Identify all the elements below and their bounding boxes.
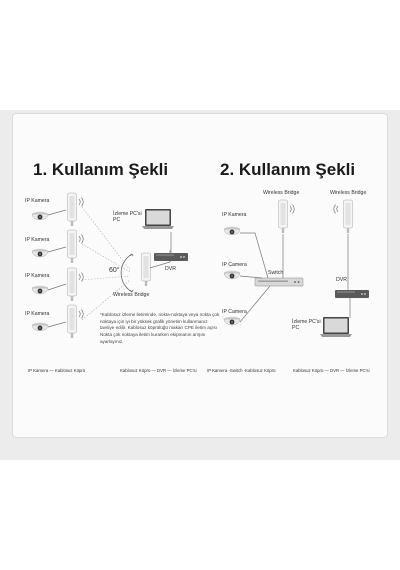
caption-left-2: Kablosuz Köprü — DVR — İzleme PC'si xyxy=(120,368,197,373)
bridge-label: Wireless Bridge xyxy=(113,292,150,298)
wireless-bridge-icon xyxy=(279,200,288,233)
ip-camera-icon xyxy=(32,249,48,257)
camera-label: IP Kamera xyxy=(25,273,50,279)
pc-label: İzleme PC'si PC xyxy=(113,211,142,223)
caption-left-1: IP Kamera — Kablosuz Köprü xyxy=(28,368,86,373)
wireless-bridge-icon xyxy=(142,253,151,286)
dvr-label: DVR xyxy=(165,266,176,272)
laptop-icon xyxy=(142,209,174,229)
ip-camera-icon xyxy=(32,323,48,331)
usage-note: *Kablosuz izleme iletiminde, nokta-noktaya veya nokta çok noktaya için iyi bir yüksek grafik yönetim kullanmanız tavsiye edilir. Kablosuz köprülüğü makarı CPE iletim açısı Nokta çok noktaya iletim kurarken ekipmanın arışını ayarlayınız. xyxy=(100,312,220,344)
switch-label: Switch xyxy=(268,270,284,276)
wireless-bridge-icon xyxy=(68,230,77,263)
ip-camera-icon xyxy=(224,317,240,325)
title-usage-1: 1. Kullanım Şekli xyxy=(33,160,169,179)
dvr-label: DVR xyxy=(336,277,347,283)
camera-label: IP Camera xyxy=(222,309,247,315)
wireless-bridge-icon xyxy=(68,305,77,338)
wireless-bridge-icon xyxy=(68,268,77,301)
caption-right-1: IP Kamera -Switch -Kablosuz Köprü xyxy=(207,368,276,373)
pc-label: İzleme PC'si PC xyxy=(292,319,321,331)
camera-label: IP Camera xyxy=(222,262,247,268)
caption-right-2: Kablosuz Köprü — DVR — İzleme PC'si xyxy=(293,368,370,373)
ip-camera-icon xyxy=(224,271,240,279)
title-usage-2: 2. Kullanım Şekli xyxy=(220,160,356,179)
dvr-icon xyxy=(335,290,369,298)
laptop-icon xyxy=(320,317,352,337)
camera-label: IP Kamera xyxy=(25,311,50,317)
ip-camera-icon xyxy=(224,227,240,235)
wireless-bridge-icon xyxy=(344,200,353,233)
camera-label: IP Kamera xyxy=(222,212,247,218)
wireless-bridge-icon xyxy=(68,193,77,226)
camera-label: IP Kamera xyxy=(25,198,50,204)
dvr-icon xyxy=(154,253,188,261)
angle-label: 60° xyxy=(109,267,120,274)
bridge-label: Wireless Bridge xyxy=(330,190,367,196)
ip-camera-icon xyxy=(32,286,48,294)
camera-label: IP Kamera xyxy=(25,237,50,243)
ip-camera-icon xyxy=(32,212,48,220)
bridge-label: Wireless Bridge xyxy=(263,190,300,196)
